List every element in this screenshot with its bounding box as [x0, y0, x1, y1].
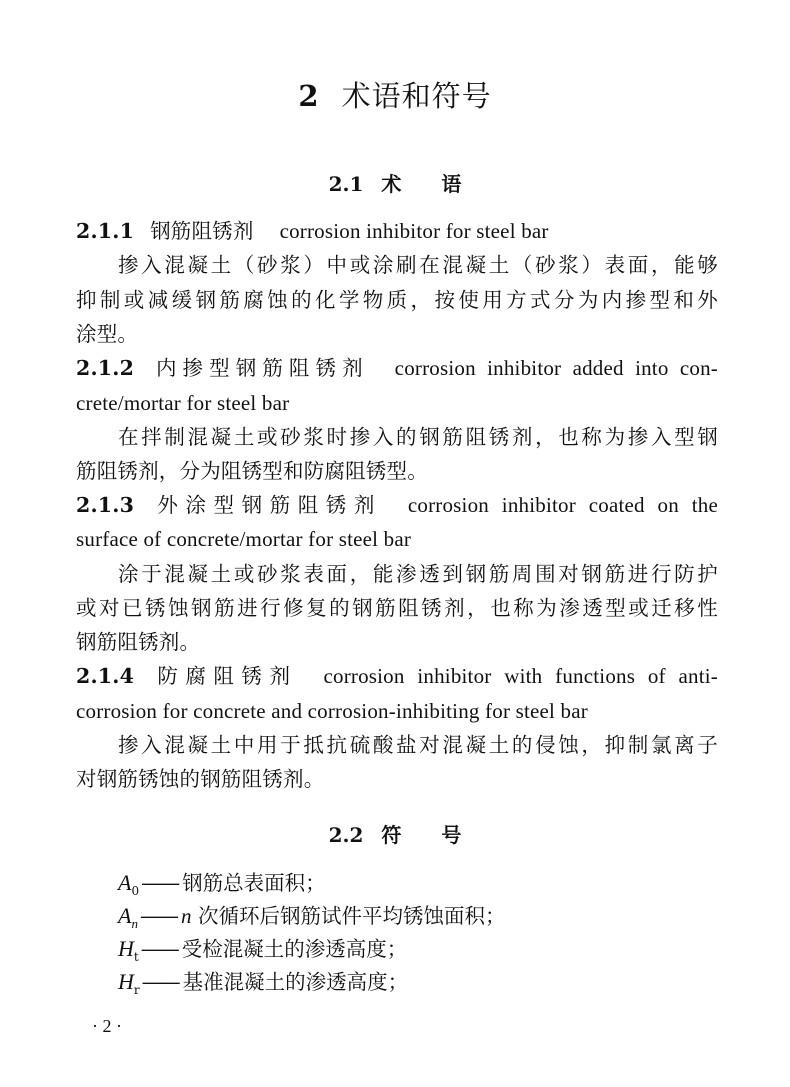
- clause-text-line: 对钢筋锈蚀的钢筋阻锈剂。: [76, 767, 325, 791]
- clause-text-line: 筋阻锈剂，分为阻锈型和防腐阻锈型。: [76, 459, 428, 483]
- symbol-entry: [118, 970, 408, 1002]
- term-chinese: 内掺型钢筋阻锈剂: [150, 356, 369, 380]
- symbol-description: 基准混凝土的渗透高度；: [182, 970, 409, 994]
- clause-number: 2.1.3: [76, 493, 135, 517]
- symbol-entry: [118, 871, 326, 903]
- clause-heading-2-1-2: [76, 356, 718, 380]
- clause-text-line: 抑制或减缓钢筋腐蚀的化学物质，按使用方式分为内掺型和外: [76, 288, 718, 312]
- chapter-title-text: 术语和符号: [341, 79, 492, 113]
- term-english: corrosion inhibitor coated on the: [407, 493, 718, 517]
- symbol-dash: ——: [141, 970, 179, 994]
- section-title-char-1: 术: [381, 172, 402, 196]
- term-english-continued: surface of concrete/mortar for steel bar: [76, 527, 412, 551]
- term-chinese: 防腐阻锈剂: [150, 664, 298, 688]
- term-english-continued: corrosion for concrete and corrosion-inhibiting for steel bar: [76, 699, 588, 723]
- term-english: corrosion inhibitor for steel bar: [279, 219, 549, 243]
- symbol-description: 受检混凝土的渗透高度；: [181, 937, 408, 961]
- term-english: corrosion inhibitor added into con-: [394, 356, 718, 380]
- section-title-symbols: [0, 819, 790, 848]
- clause-text-line: 钢筋阻锈剂。: [76, 630, 201, 654]
- section-title-char-1: 符: [381, 823, 402, 847]
- chapter-number: 2: [298, 79, 320, 113]
- symbol-description: 次循环后钢筋试件平均锈蚀面积；: [191, 904, 506, 928]
- symbol-subscript: n: [131, 916, 138, 932]
- symbol-description: 钢筋总表面积；: [182, 871, 326, 895]
- term-english-continued: crete/mortar for steel bar: [76, 391, 290, 415]
- clause-text-line: 涂于混凝土或砂浆表面，能渗透到钢筋周围对钢筋进行防护: [118, 562, 718, 586]
- clause-number: 2.1.2: [76, 356, 135, 380]
- clause-number: 2.1.1: [76, 219, 135, 243]
- symbol-subscript: r: [133, 983, 140, 998]
- symbol-variable: A: [118, 870, 132, 895]
- symbol-variable: H: [118, 969, 134, 994]
- symbol-entry: [118, 904, 505, 936]
- clause-text-line: 或对已锈蚀钢筋进行修复的钢筋阻锈剂，也称为渗透型或迁移性: [76, 596, 718, 620]
- term-chinese: 外涂型钢筋阻锈剂: [150, 493, 382, 517]
- symbol-dash: ——: [141, 871, 179, 895]
- symbol-inline-variable: n: [180, 904, 192, 928]
- section-title-char-2: 号: [441, 823, 462, 847]
- term-english: corrosion inhibitor with functions of anti-: [323, 664, 718, 688]
- page-number: · 2 ·: [92, 1016, 122, 1036]
- symbol-entry: [118, 937, 407, 969]
- section-title-terms: [0, 168, 790, 197]
- clause-text-line: 涂型。: [76, 322, 139, 346]
- symbol-variable: H: [118, 936, 134, 961]
- term-chinese: 钢筋阻锈剂: [150, 219, 254, 243]
- symbol-dash: ——: [140, 937, 178, 961]
- symbol-subscript: 0: [131, 884, 140, 899]
- clause-text-line: 掺入混凝土（砂浆）中或涂刷在混凝土（砂浆）表面，能够: [118, 253, 718, 277]
- clause-heading-2-1-4: [76, 664, 718, 688]
- section-number: 2.2: [328, 823, 364, 847]
- symbol-variable: A: [118, 903, 132, 928]
- clause-text-line: 在拌制混凝土或砂浆时掺入的钢筋阻锈剂，也称为掺入型钢: [118, 425, 718, 449]
- section-title-char-2: 语: [441, 172, 462, 196]
- clause-heading-2-1-1: [76, 219, 718, 243]
- chapter-title: [0, 74, 790, 115]
- clause-number: 2.1.4: [76, 664, 135, 688]
- clause-heading-2-1-3: [76, 493, 718, 517]
- clause-text-line: 掺入混凝土中用于抵抗硫酸盐对混凝土的侵蚀，抑制氯离子: [118, 733, 718, 757]
- section-number: 2.1: [328, 172, 364, 196]
- symbol-dash: ——: [139, 904, 177, 928]
- symbol-subscript: t: [133, 950, 139, 965]
